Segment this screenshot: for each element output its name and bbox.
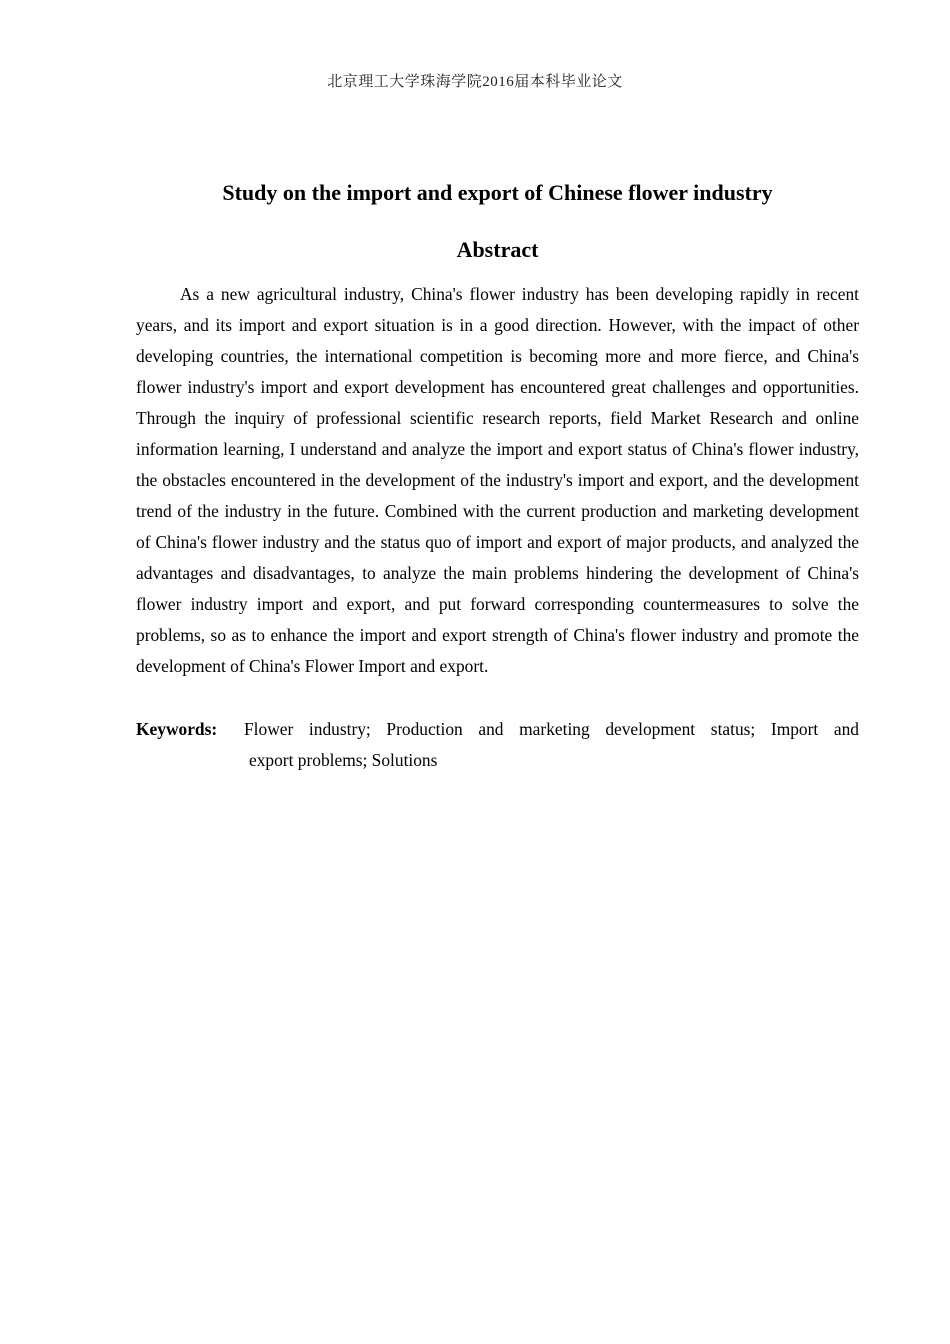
running-header: 北京理工大学珠海学院2016届本科毕业论文	[327, 74, 623, 90]
abstract-heading: Abstract	[456, 237, 539, 262]
document-title: Study on the import and export of Chinese flower industry	[222, 180, 773, 205]
keywords-line: export problems; Solutions	[249, 750, 438, 770]
keywords-block	[136, 714, 859, 776]
keywords-line: Flower industry; Production and marketing development status; Import and	[244, 719, 859, 739]
abstract-body: As a new agricultural industry, China's flower industry has been developing rapidly in recent years, and its import and export situation is in a good direction. However, with the impact of other developing countries, the international competition is becoming more and more fierce, and China's flower industry's import and export development has encountered great challenges and opportunities. Through the inquiry of professional scientific research reports, field Market Research and online information learning, I understand and analyze the import and export status of China's flower industry, the obstacles encountered in the development of the industry's import and export, and the development trend of the industry in the future. Combined with the current production and marketing development of China's flower industry and the status quo of import and export of major products, and analyzed the advantages and disadvantages, to analyze the main problems hindering the development of China's flower industry import and export, and put forward corresponding countermeasures to solve the problems, so as to enhance the import and export strength of China's flower industry and promote the development of China's Flower Import and export.	[136, 284, 859, 676]
keywords-text	[244, 714, 859, 776]
keywords-label: Keywords:	[136, 719, 218, 739]
